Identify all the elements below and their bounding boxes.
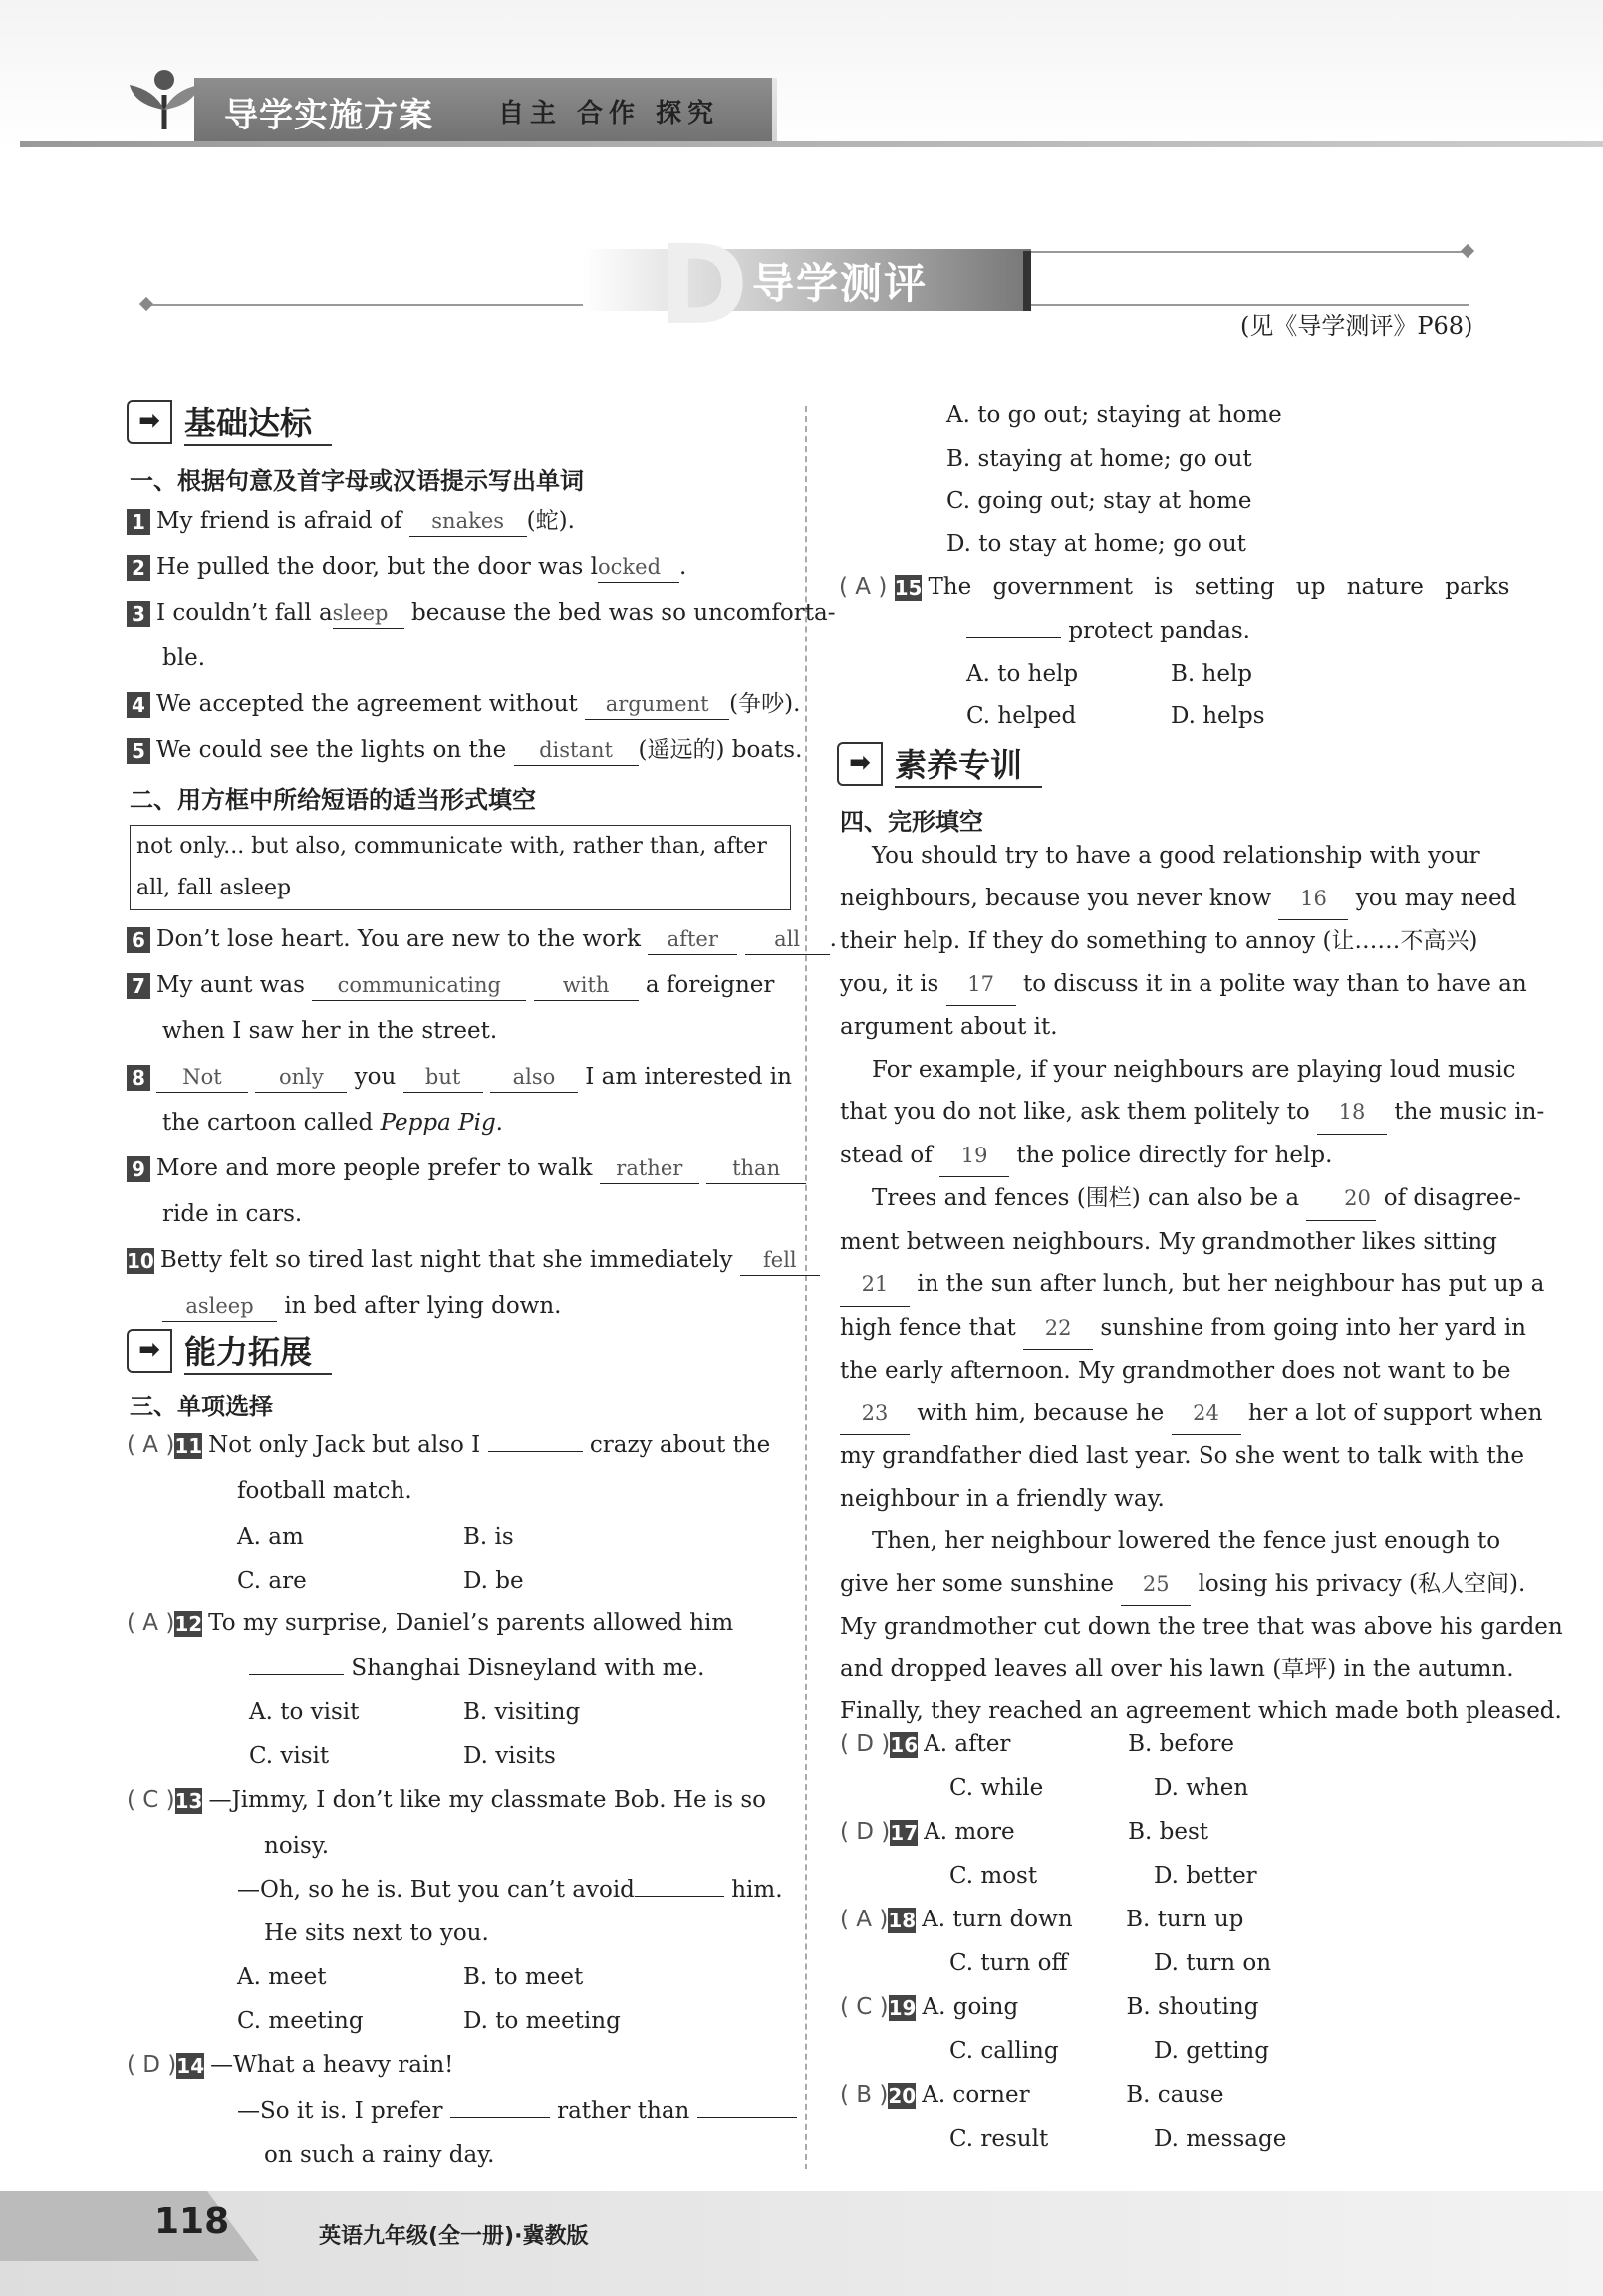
option: C. are bbox=[237, 1568, 307, 1594]
cloze-line bbox=[840, 1049, 1516, 1092]
option: A. corner bbox=[922, 2082, 1030, 2108]
question-1: 1 My friend is afraid of snakes (蛇). bbox=[127, 506, 575, 537]
cloze-blank: 24 bbox=[1172, 1393, 1241, 1436]
cloze-blank: 17 bbox=[946, 963, 1016, 1007]
cloze-blank: 18 bbox=[1317, 1091, 1387, 1135]
cloze-line bbox=[840, 1393, 1543, 1436]
answer-key: ( D ) bbox=[840, 1819, 891, 1845]
question-8: 8 Not only you but also I am interested in bbox=[127, 1062, 792, 1093]
choice-row bbox=[840, 1773, 1497, 1817]
cloze-blank: 25 bbox=[1121, 1563, 1191, 1607]
option: B. best bbox=[1128, 1819, 1209, 1845]
arrow-icon: ➡ bbox=[127, 400, 172, 444]
question-13-cont: noisy. bbox=[264, 1833, 330, 1859]
cloze-text: give her some sunshine bbox=[840, 1570, 1114, 1597]
option: C. result bbox=[949, 2126, 1049, 2152]
option: D. helps bbox=[1171, 703, 1265, 729]
section-header-basic: ➡ 基础达标 bbox=[127, 400, 332, 444]
cloze-text: My grandmother cut down the tree that was above his garden bbox=[840, 1614, 1563, 1640]
question-10-cont: asleep in bed after lying down. bbox=[162, 1291, 561, 1322]
option: A. turn down bbox=[922, 1907, 1073, 1932]
cloze-text: the early afternoon. My grandmother does not want to be bbox=[840, 1358, 1511, 1384]
question-15-cont: protect pandas. bbox=[966, 616, 1250, 645]
option: A. to help bbox=[966, 661, 1079, 687]
cloze-text: the music in- bbox=[1394, 1099, 1545, 1125]
cloze-text: stead of bbox=[840, 1142, 933, 1168]
banner-reference: (见《导学测评》P68) bbox=[1240, 312, 1473, 340]
choice-row bbox=[840, 1992, 1497, 2036]
cloze-text: Finally, they reached an agreement which made both pleased. bbox=[840, 1698, 1562, 1724]
option: C. calling bbox=[949, 2038, 1059, 2064]
cloze-blank: 22 bbox=[1023, 1307, 1093, 1351]
part1-heading: 一、根据句意及首字母或汉语提示写出单词 bbox=[130, 467, 584, 495]
cloze-choices bbox=[840, 1729, 1497, 2168]
cloze-line bbox=[840, 1350, 1511, 1393]
option: C. visit bbox=[249, 1743, 330, 1769]
cloze-text: of disagree- bbox=[1383, 1185, 1521, 1211]
question-14-reply: —So it is. I prefer rather than bbox=[237, 2096, 797, 2126]
cloze-text: You should try to have a good relationship with your bbox=[872, 843, 1480, 869]
option: D. better bbox=[1154, 1863, 1257, 1889]
option: C. going out; stay at home bbox=[946, 488, 1252, 514]
cloze-text: Trees and fences (围栏) can also be a bbox=[872, 1185, 1300, 1211]
cloze-text: my grandfather died last year. So she went to talk with the bbox=[840, 1443, 1524, 1469]
option: B. help bbox=[1171, 661, 1253, 687]
option: A. am bbox=[237, 1524, 304, 1550]
question-number: 16 bbox=[890, 1733, 919, 1757]
cloze-text: argument about it. bbox=[840, 1014, 1058, 1040]
cloze-line bbox=[840, 963, 1527, 1007]
question-2: 2 He pulled the door, but the door was locked . bbox=[127, 552, 686, 583]
question-6: 6 Don’t lose heart. You are new to the work after all . bbox=[127, 924, 837, 955]
answer-key: ( B ) bbox=[840, 2082, 889, 2108]
option: D. getting bbox=[1154, 2038, 1269, 2064]
option: D. turn on bbox=[1154, 1950, 1272, 1976]
cloze-line bbox=[840, 1221, 1497, 1264]
question-11-cont: football match. bbox=[237, 1478, 412, 1504]
answer-key: ( C ) bbox=[840, 1994, 889, 2020]
cloze-text: that you do not like, ask them politely to bbox=[840, 1099, 1310, 1125]
question-number: 19 bbox=[888, 1996, 917, 2020]
question-8-cont: the cartoon called Peppa Pig. bbox=[162, 1110, 503, 1136]
cloze-text: high fence that bbox=[840, 1314, 1016, 1341]
choice-row bbox=[840, 2124, 1497, 2168]
option: A. to go out; staying at home bbox=[946, 402, 1282, 428]
cloze-line bbox=[840, 1435, 1524, 1478]
question-14-cont: on such a rainy day. bbox=[264, 2142, 495, 2168]
cloze-line bbox=[840, 878, 1517, 921]
option: B. shouting bbox=[1126, 1994, 1259, 2020]
option: C. while bbox=[949, 1775, 1044, 1801]
option: D. to meeting bbox=[463, 2008, 621, 2034]
header-subtitle: 自主 合作 探究 bbox=[498, 99, 720, 128]
cloze-text: For example, if your neighbours are playing loud music bbox=[872, 1056, 1516, 1083]
option: A. to visit bbox=[249, 1699, 360, 1725]
banner-diamond-left bbox=[139, 297, 153, 311]
option: B. before bbox=[1128, 1731, 1234, 1757]
cloze-text: Then, her neighbour lowered the fence just enough to bbox=[872, 1528, 1501, 1554]
banner-bar bbox=[1023, 251, 1031, 311]
cloze-line bbox=[840, 835, 1497, 878]
cloze-text: to discuss it in a polite way than to have an bbox=[1022, 970, 1527, 997]
cloze-text: with him, because he bbox=[917, 1400, 1165, 1426]
question-12: ( A )12 To my surprise, Daniel’s parents allowed him bbox=[127, 1610, 734, 1636]
header-title: 导学实施方案 bbox=[224, 96, 433, 135]
option: A. going bbox=[922, 1994, 1019, 2020]
banner-letter: D bbox=[658, 221, 749, 349]
cloze-text: you may need bbox=[1355, 885, 1517, 911]
cloze-text: sunshine from going into her yard in bbox=[1100, 1314, 1526, 1341]
cloze-line bbox=[840, 1563, 1526, 1607]
cloze-line bbox=[840, 1478, 1497, 1521]
cloze-text: and dropped leaves all over his lawn (草坪) in the autumn. bbox=[840, 1656, 1514, 1682]
cloze-line bbox=[840, 1006, 1497, 1049]
question-7-cont: when I saw her in the street. bbox=[162, 1018, 498, 1044]
cloze-text: their help. If they do something to annoy (让……不高兴) bbox=[840, 928, 1478, 954]
cloze-blank: 19 bbox=[939, 1135, 1009, 1178]
choice-row bbox=[840, 1729, 1497, 1773]
banner-rule-right bbox=[1026, 251, 1465, 253]
cloze-line bbox=[840, 1307, 1526, 1351]
question-12-cont: Shanghai Disneyland with me. bbox=[249, 1654, 704, 1683]
option: C. meeting bbox=[237, 2008, 364, 2034]
question-11: ( A )11 Not only Jack but also I crazy about the bbox=[127, 1432, 771, 1458]
section-header-literacy: ➡ 素养专训 bbox=[837, 742, 1042, 786]
cloze-text: in the sun after lunch, but her neighbour has put up a bbox=[917, 1271, 1545, 1297]
choice-row bbox=[840, 2080, 1497, 2124]
choice-row bbox=[840, 1861, 1497, 1905]
option: B. visiting bbox=[463, 1699, 581, 1725]
cloze-blank: 21 bbox=[840, 1263, 910, 1307]
answer-key: ( A ) bbox=[840, 1907, 889, 1932]
question-4: 4 We accepted the agreement without argument (争吵). bbox=[127, 689, 800, 720]
cloze-line bbox=[840, 1135, 1497, 1178]
option: B. turn up bbox=[1126, 1907, 1244, 1932]
phrase-box: not only... but also, communicate with, rather than, after all, fall asleep bbox=[130, 825, 791, 910]
cloze-text: neighbours, because you never know bbox=[840, 885, 1272, 911]
question-9-cont: ride in cars. bbox=[162, 1201, 303, 1227]
cloze-text: neighbour in a friendly way. bbox=[840, 1485, 1165, 1512]
question-13-reply-cont: He sits next to you. bbox=[264, 1920, 489, 1946]
cloze-blank: 16 bbox=[1278, 878, 1348, 921]
choice-row bbox=[840, 1948, 1497, 1992]
option: B. cause bbox=[1126, 2082, 1224, 2108]
question-number: 20 bbox=[888, 2084, 917, 2108]
question-14: ( D )14 —What a heavy rain! bbox=[127, 2052, 454, 2078]
question-number: 17 bbox=[890, 1821, 919, 1845]
question-number: 18 bbox=[888, 1909, 917, 1932]
part3-heading: 三、单项选择 bbox=[130, 1393, 273, 1420]
option: D. message bbox=[1154, 2126, 1287, 2152]
question-10: 10 Betty felt so tired last night that she immediately fell bbox=[127, 1245, 820, 1276]
question-9: 9 More and more people prefer to walk rather than bbox=[127, 1153, 806, 1184]
option: A. meet bbox=[237, 1964, 327, 1990]
cloze-line bbox=[840, 1520, 1501, 1563]
cloze-line bbox=[840, 1091, 1545, 1135]
question-3: 3 I couldn’t fall asleep because the bed was so uncomforta- bbox=[127, 598, 836, 629]
cloze-passage bbox=[840, 835, 1563, 1733]
question-13: ( C )13 —Jimmy, I don’t like my classmate Bob. He is so bbox=[127, 1787, 767, 1813]
cloze-text: her a lot of support when bbox=[1247, 1400, 1543, 1426]
question-15: ( A ) 15 The government is setting up nature parks bbox=[839, 574, 1510, 600]
option: B. staying at home; go out bbox=[946, 446, 1252, 472]
question-7: 7 My aunt was communicating with a foreigner bbox=[127, 970, 774, 1001]
sprout-logo-icon bbox=[125, 60, 204, 139]
cloze-text: losing his privacy (私人空间). bbox=[1198, 1570, 1526, 1597]
cloze-text: you, it is bbox=[840, 970, 939, 997]
section-header-ability: ➡ 能力拓展 bbox=[127, 1329, 332, 1373]
cloze-text: ment between neighbours. My grandmother likes sitting bbox=[840, 1228, 1497, 1255]
option: C. turn off bbox=[949, 1950, 1068, 1976]
cloze-blank: 20 bbox=[1306, 1177, 1376, 1221]
question-3-cont: ble. bbox=[162, 645, 206, 671]
part4-heading: 四、完形填空 bbox=[840, 808, 983, 836]
option: C. helped bbox=[966, 703, 1077, 729]
cloze-line bbox=[840, 1649, 1514, 1691]
option: A. after bbox=[924, 1731, 1011, 1757]
answer-key: ( D ) bbox=[840, 1731, 891, 1757]
footer-book-title: 英语九年级(全一册)·冀教版 bbox=[319, 2224, 589, 2249]
cloze-line bbox=[840, 1690, 1562, 1733]
cloze-line bbox=[840, 920, 1497, 963]
banner-title: 导学测评 bbox=[752, 259, 929, 308]
question-5: 5 We could see the lights on the distant (遥远的) boats. bbox=[127, 735, 802, 766]
option: A. more bbox=[924, 1819, 1015, 1845]
cloze-line bbox=[840, 1606, 1563, 1649]
cloze-line bbox=[840, 1263, 1545, 1307]
option: B. is bbox=[463, 1524, 514, 1550]
banner-diamond-right bbox=[1461, 244, 1474, 258]
arrow-icon: ➡ bbox=[127, 1329, 172, 1373]
cloze-text: the police directly for help. bbox=[1016, 1142, 1333, 1168]
header-rule bbox=[20, 141, 1603, 147]
option: D. to stay at home; go out bbox=[946, 531, 1246, 557]
arrow-icon: ➡ bbox=[837, 742, 883, 786]
page-number: 118 bbox=[154, 2201, 230, 2242]
choice-row bbox=[840, 2036, 1497, 2080]
option: C. most bbox=[949, 1863, 1038, 1889]
cloze-line bbox=[840, 1177, 1521, 1221]
option: D. visits bbox=[463, 1743, 556, 1769]
question-13-reply: —Oh, so he is. But you can’t avoid him. bbox=[237, 1877, 783, 1903]
choice-row bbox=[840, 1905, 1497, 1948]
choice-row bbox=[840, 1817, 1497, 1861]
column-divider bbox=[805, 406, 807, 2169]
option: D. be bbox=[463, 1568, 524, 1594]
cloze-blank: 23 bbox=[840, 1393, 910, 1436]
part2-heading: 二、用方框中所给短语的适当形式填空 bbox=[130, 786, 536, 814]
option: D. when bbox=[1154, 1775, 1249, 1801]
option: B. to meet bbox=[463, 1964, 584, 1990]
